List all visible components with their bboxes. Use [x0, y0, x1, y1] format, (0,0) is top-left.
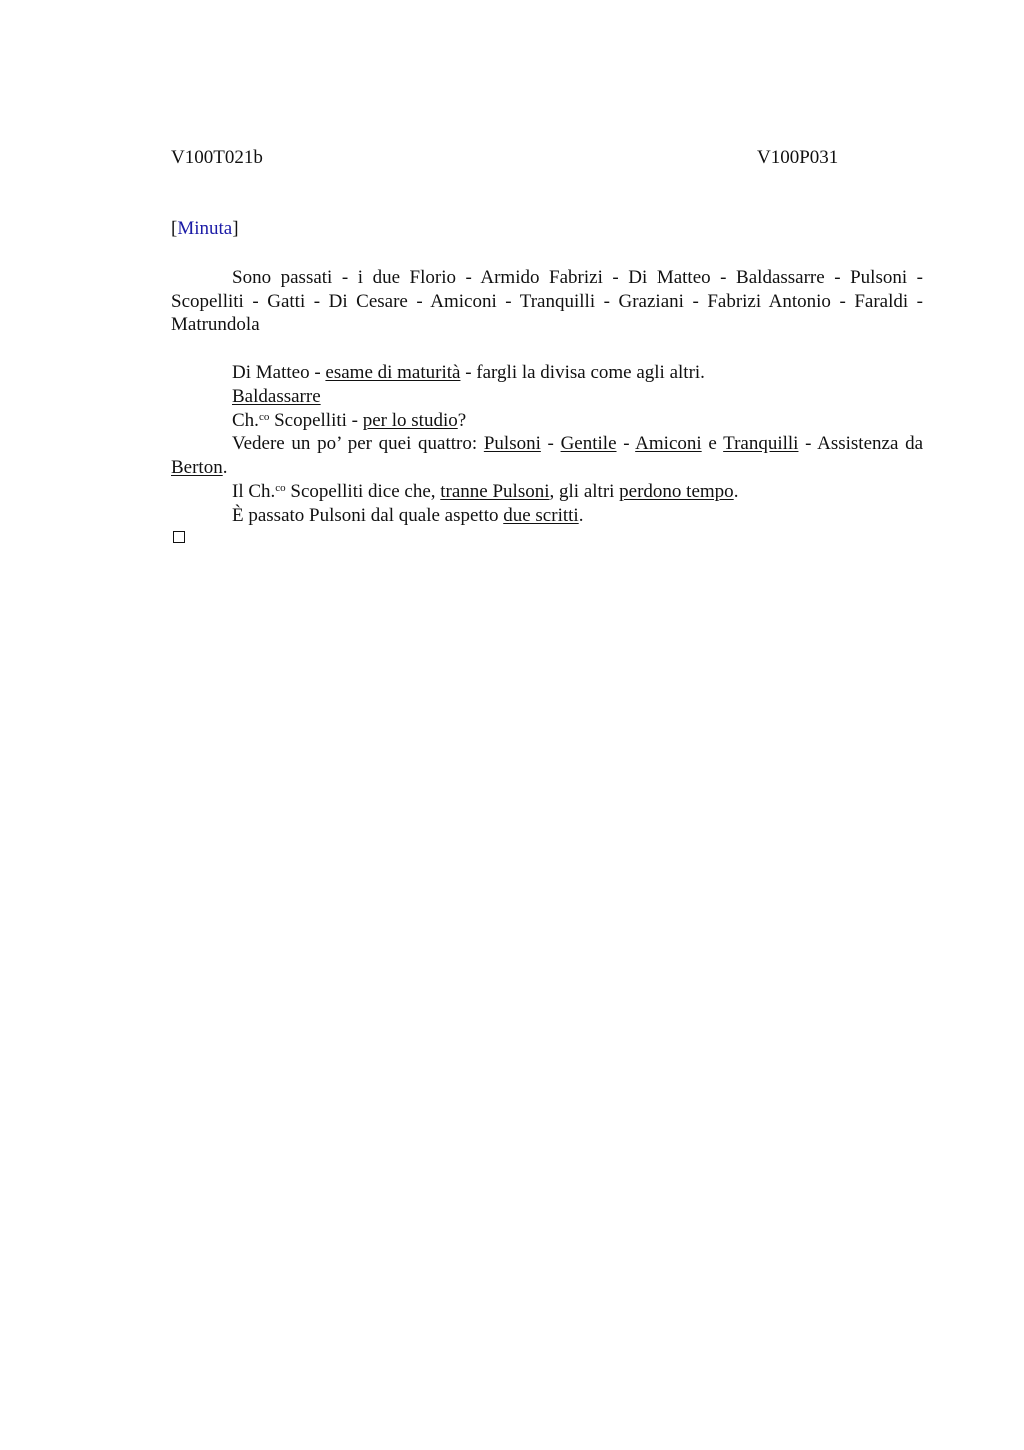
minuta-label [171, 218, 239, 240]
underlined-text: Berton [171, 457, 223, 478]
note-line-pulsoni-scritti [171, 504, 923, 528]
note-text: Il Ch. [232, 480, 276, 502]
underlined-text: tranne Pulsoni [440, 480, 550, 502]
underlined-text: esame di maturità [325, 362, 461, 383]
note-line-scopelliti-studio [171, 409, 923, 433]
note-text: - [540, 433, 561, 455]
minuta-label-text: Minuta [177, 218, 233, 239]
note-text: , gli altri [549, 480, 620, 502]
note-text: - Assistenza da [798, 433, 923, 455]
note-text: . [733, 480, 739, 502]
note-text: Scopelliti - [269, 409, 363, 431]
note-text: ? [457, 409, 467, 431]
note-line-vedere [171, 432, 923, 480]
note-line-di-matteo [171, 361, 923, 385]
note-text: . [222, 457, 228, 478]
note-text: - [616, 433, 636, 455]
checkbox-square-icon [173, 531, 185, 543]
underlined-text: Pulsoni [483, 433, 541, 455]
names-paragraph [171, 266, 923, 337]
note-text: . [578, 504, 584, 526]
document-code-right: V100P031 [757, 147, 839, 168]
superscript: co [258, 410, 270, 423]
underlined-text: due scritti [503, 504, 579, 526]
underlined-text: per lo studio [362, 409, 458, 431]
note-line-baldassarre [171, 385, 923, 409]
note-text: Ch. [232, 409, 259, 431]
underlined-text: Baldassarre [232, 385, 321, 407]
open-bracket: [ [171, 218, 178, 239]
underlined-text: perdono tempo [619, 480, 734, 502]
note-text: Di Matteo - [232, 362, 326, 383]
note-text: - fargli la divisa come agli altri. [460, 362, 705, 383]
note-text: È passato Pulsoni dal quale aspetto [232, 504, 504, 526]
superscript: co [275, 481, 286, 494]
note-text: Scopelliti dice che, [285, 480, 441, 502]
note-text: Vedere un po’ per quei quattro: [232, 433, 484, 455]
underlined-text: Tranquilli [723, 433, 799, 455]
note-text: e [701, 433, 724, 455]
names-paragraph-text: Sono passati - i due Florio - Armido Fabrizi - Di Matteo - Baldassarre - Pulsoni - Scopelliti - Gatti - Di Cesare - Amiconi - Tranquilli - Graziani - Fabrizi Antonio - Faraldi - Matrundola [171, 267, 923, 335]
underlined-text: Gentile [560, 433, 617, 455]
notes-block [171, 361, 923, 527]
underlined-text: Amiconi [635, 433, 702, 455]
document-code-left: V100T021b [171, 147, 263, 168]
close-bracket: ] [232, 218, 239, 239]
note-line-scopelliti-dice [171, 480, 923, 504]
